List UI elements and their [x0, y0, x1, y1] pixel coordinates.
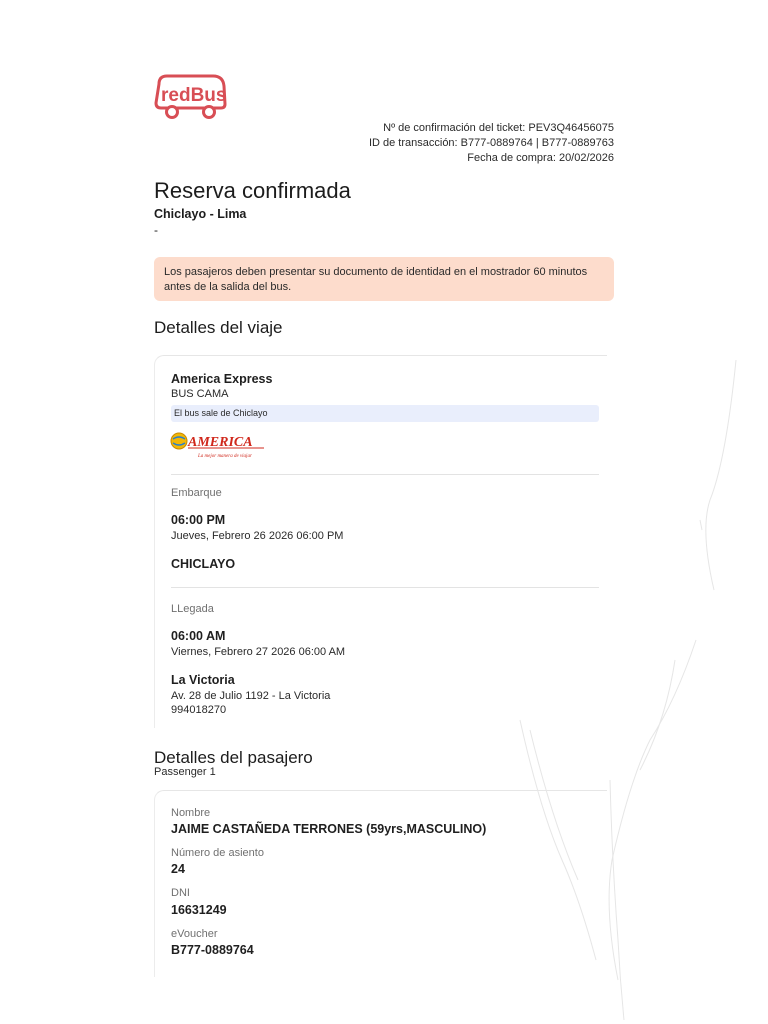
ticket-meta	[369, 121, 614, 166]
seat-label: Número de asiento	[171, 847, 264, 859]
arrival-place: La Victoria	[171, 673, 235, 687]
purchase-date: Fecha de compra: 20/02/2026	[467, 152, 614, 164]
route-dash: -	[154, 223, 158, 237]
boarding-date: Jueves, Febrero 26 2026 06:00 PM	[171, 530, 344, 542]
boarding-time: 06:00 PM	[171, 513, 226, 527]
seat-value: 24	[171, 862, 185, 876]
divider	[171, 587, 599, 588]
operator-logo	[170, 431, 266, 461]
boarding-place: CHICLAYO	[171, 557, 236, 571]
dni-label: DNI	[171, 887, 190, 899]
operator-logo-text: AMERICA	[188, 435, 253, 450]
arrival-address: Av. 28 de Julio 1192 - La Victoria	[171, 690, 331, 702]
arrival-phone: 994018270	[171, 704, 227, 716]
arrival-label: LLegada	[171, 603, 214, 615]
boarding-label: Embarque	[171, 487, 222, 499]
redbus-logo	[153, 72, 227, 120]
passenger-number: Passenger 1	[154, 766, 216, 778]
transaction-id: ID de transacción: B777-0889764 | B777-0889763	[368, 137, 614, 149]
trip-card	[154, 355, 607, 728]
id-notice-banner: Los pasajeros deben presentar su documento de identidad en el mostrador 60 minutos antes de la salida del bus.	[154, 257, 614, 301]
logo-wordmark: redBus	[161, 85, 227, 106]
name-value: JAIME CASTAÑEDA TERRONES (59yrs,MASCULINO)	[171, 822, 487, 836]
arrival-date: Viernes, Febrero 27 2026 06:00 AM	[171, 646, 346, 658]
voucher-label: eVoucher	[171, 928, 218, 940]
bus-type: BUS CAMA	[171, 388, 229, 400]
name-label: Nombre	[171, 807, 211, 819]
operator-logo-tagline: La mejor manera de viajar	[198, 454, 252, 459]
departure-note: El bus sale de Chiclayo	[171, 405, 599, 422]
route: Chiclayo - Lima	[154, 207, 247, 221]
divider	[171, 474, 599, 475]
operator-name: America Express	[171, 372, 273, 386]
voucher-value: B777-0889764	[171, 943, 254, 957]
confirmation-number: Nº de confirmación del ticket: PEV3Q46456075	[383, 122, 614, 134]
passenger-section-title: Detalles del pasajero	[154, 748, 313, 767]
page-title: Reserva confirmada	[154, 178, 351, 203]
dni-value: 16631249	[171, 903, 227, 917]
trip-section-title: Detalles del viaje	[154, 318, 283, 337]
arrival-time: 06:00 AM	[171, 629, 226, 643]
passenger-card	[154, 790, 607, 977]
